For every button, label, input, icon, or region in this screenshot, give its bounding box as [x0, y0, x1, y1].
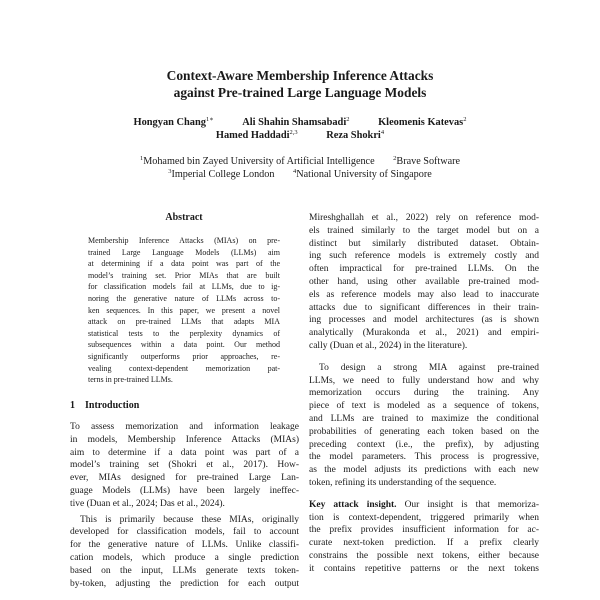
paragraph-gap [309, 490, 539, 499]
affiliation-row-1 [0, 155, 600, 168]
affiliation: $^3$Imperial College London [168, 168, 275, 180]
section-number: 1 [70, 400, 75, 411]
body-line: memorization occurs during the training. Any [309, 388, 539, 399]
body-line: it contains repetitive patterns or the next tokens [309, 563, 539, 574]
body-line: constrains the possible next tokens, either because [309, 550, 539, 561]
body-line: els trained similarly to the target model but on a [309, 225, 539, 236]
affiliation: $^4$National University of Singapore [293, 168, 432, 180]
section-title: Introduction [85, 400, 140, 411]
section-heading-introduction [70, 400, 139, 411]
affiliation-row-2 [0, 168, 600, 181]
author-name: Kleomenis Katevas$^2$ [378, 116, 467, 128]
abstract-line: ken sequences. In this paper, we present a novel [88, 305, 280, 315]
body-line: as the model adjusts its predictions with each new [309, 465, 539, 476]
abstract-heading: Abstract [165, 212, 203, 223]
abstract-line: for classification models fail at LLMs, due to ig- [88, 282, 280, 292]
abstract-line: model’s training set. Prior MIAs that are built [88, 270, 280, 280]
abstract-line: terns in pre-trained LLMs. [88, 375, 173, 385]
body-line: preceding context (i.e., the prefix), by adjusting [309, 439, 539, 450]
body-line: often impractical for pre-trained LLMs. On the [309, 264, 539, 275]
body-line: ever, MIAs designed for pre-trained Large Lan- [70, 473, 299, 484]
body-line: for the generative nature of LLMs. Unlike classifi- [70, 540, 299, 551]
body-line: the model parameters. This process is progressive, [309, 452, 539, 463]
abstract-line: subsequences within a data point. Our method [88, 340, 280, 350]
body-line: probabilities of generating each token based on the [309, 426, 539, 437]
body-line: curate next-token prediction. If a prefix clearly [309, 538, 539, 549]
paper-title-line-1: Context-Aware Membership Inference Attacks [166, 68, 434, 83]
abstract-line: trained Large Language Models (LLMs) aim [88, 247, 280, 257]
body-line: piece of text is modeled as a sequence of tokens, [309, 401, 539, 412]
body-line: To design a strong MIA against pre-trained [319, 362, 539, 373]
body-line: other hand, using other available pre-trained mod- [309, 276, 539, 287]
author-name: Hongyan Chang$^{1∗}$ [133, 116, 214, 128]
author-row-1 [0, 116, 600, 129]
body-line: model’s training set (Shokri et al., 2017). How- [70, 460, 299, 471]
abstract-line: noring the generative nature of LLMs across to- [88, 293, 280, 303]
body-line: attacks due to significant differences in their train- [309, 302, 539, 313]
abstract-line: vealing context-dependent memorization pat- [88, 363, 280, 373]
abstract-body [88, 235, 280, 386]
body-line: analytically (Murakonda et al., 2021) and empiri- [309, 328, 539, 339]
body-line: based on the input, LLMs generate texts token- [70, 565, 299, 576]
author-name: Hamed Haddadi$^{2,3}$ [215, 129, 298, 141]
body-line: tive (Duan et al., 2024; Das et al., 2024). [70, 498, 225, 509]
left-column-body [70, 421, 299, 590]
author-row-2 [0, 129, 600, 142]
body-line: in models, Membership Inference Attacks (MIAs) [70, 434, 299, 445]
abstract-line: attack on pre-trained LLMs that adapts MIA [88, 317, 280, 327]
body-line: cation models, which produce a single prediction [70, 552, 299, 563]
body-line: and LLMs are trained to maximize the conditional [309, 413, 539, 424]
affiliation: $^2$Brave Software [393, 155, 461, 167]
run-in-heading: Key attack insight. [309, 499, 397, 510]
abstract-line: Membership Inference Attacks (MIAs) on pre- [88, 236, 280, 245]
paragraph-gap [309, 353, 539, 362]
body-line: tion is context-dependent, triggered primarily when [309, 512, 539, 523]
paper-title-line-2: against Pre-trained Large Language Models [173, 85, 427, 100]
abstract-line: significantly outperforms prior approaches, re- [88, 351, 280, 361]
abstract-line: statistical tests to the perplexity dynamics of [88, 328, 280, 338]
body-line: token, refining its understanding of the sequence. [309, 477, 497, 488]
right-column-body [309, 212, 539, 576]
body-line: ing processes and model architectures (as is shown [309, 315, 539, 326]
body-line: Key attack insight. Our insight is that memoriza- [309, 499, 539, 510]
affiliation: $^1$Mohamed bin Zayed University of Artificial Intelligence [139, 155, 375, 167]
body-line: guage Models (LLMs) have been largely ineffec- [70, 485, 299, 496]
body-line: cally (Duan et al., 2024) in the literature). [309, 340, 468, 351]
body-line: LLMs, we need to fully understand how and why [309, 375, 539, 386]
author-name: Ali Shahin Shamsabadi$^2$ [242, 116, 350, 128]
author-name: Reza Shokri$^4$ [326, 129, 385, 141]
body-line: ing such reference models is extremely costly and [309, 251, 539, 262]
body-line: To assess memorization and information leakage [70, 422, 299, 432]
body-line: developed for classification models, fail to account [70, 527, 299, 538]
body-line: This is primarily because these MIAs, originally [80, 514, 299, 525]
body-line: distinct but similarly distributed dataset. Obtain- [309, 238, 539, 249]
body-line: aim to determine if a data point was part of a [70, 447, 299, 458]
body-line: Mireshghallah et al., 2022) rely on reference mod- [309, 213, 539, 223]
body-line: the prefix provides insufficient information for ac- [309, 525, 539, 536]
abstract-line: at determining if a data point was part of the [88, 259, 280, 269]
body-line: els as reference models may also lead to inaccurate [309, 289, 539, 300]
body-line: by-token, adjusting the prediction for each output [70, 578, 299, 589]
